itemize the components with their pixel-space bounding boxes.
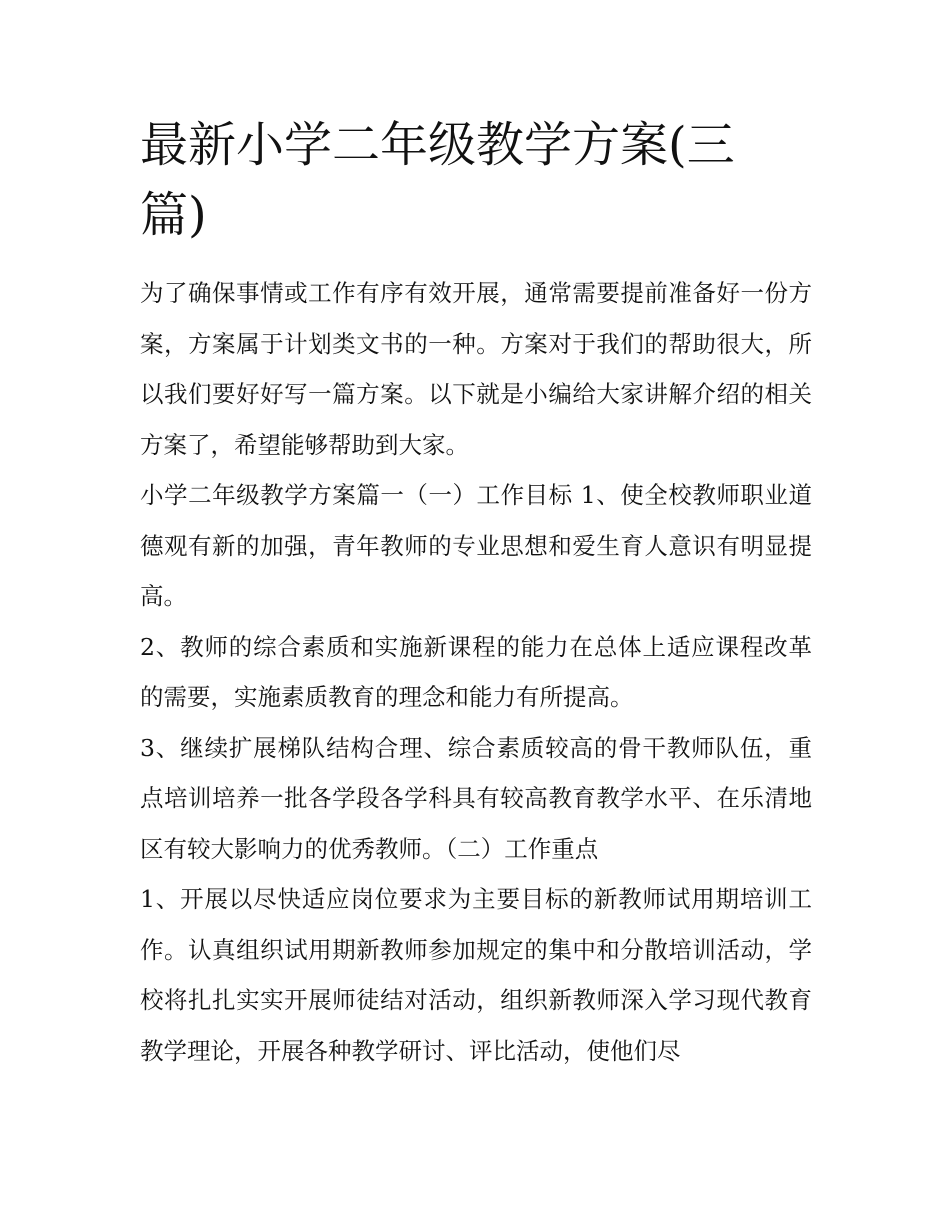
paragraph-focus-1: 1、开展以尽快适应岗位要求为主要目标的新教师试用期培训工作。认真组织试用期新教师参加规定的集中和分散培训活动，学校将扎扎实实开展师徒结对活动，组织新教师深入学习现代教育教学理论，开展各种教学研讨、评比活动，使他们尽 [140, 885, 812, 1065]
paragraph-intro: 为了确保事情或工作有序有效开展，通常需要提前准备好一份方案，方案属于计划类文书的一种。方案对于我们的帮助很大，所以我们要好好写一篇方案。以下就是小编给大家讲解介绍的相关方案了，希望能够帮助到大家。 [140, 279, 812, 459]
document-title: 最新小学二年级教学方案(三篇) [140, 117, 735, 243]
paragraph-plan-one-goals: 小学二年级教学方案篇一（一）工作目标 1、使全校教师职业道德观有新的加强，青年教师的专业思想和爱生育人意识有明显提高。 [140, 481, 812, 610]
document-page [140, 110, 812, 1076]
paragraph-goal-2: 2、教师的综合素质和实施新课程的能力在总体上适应课程改革的需要，实施素质教育的理念和能力有所提高。 [140, 632, 812, 711]
paragraph-goal-3: 3、继续扩展梯队结构合理、综合素质较高的骨干教师队伍，重点培训培养一批各学段各学科具有较高教育教学水平、在乐清地区有较大影响力的优秀教师。（二）工作重点 [140, 733, 812, 863]
